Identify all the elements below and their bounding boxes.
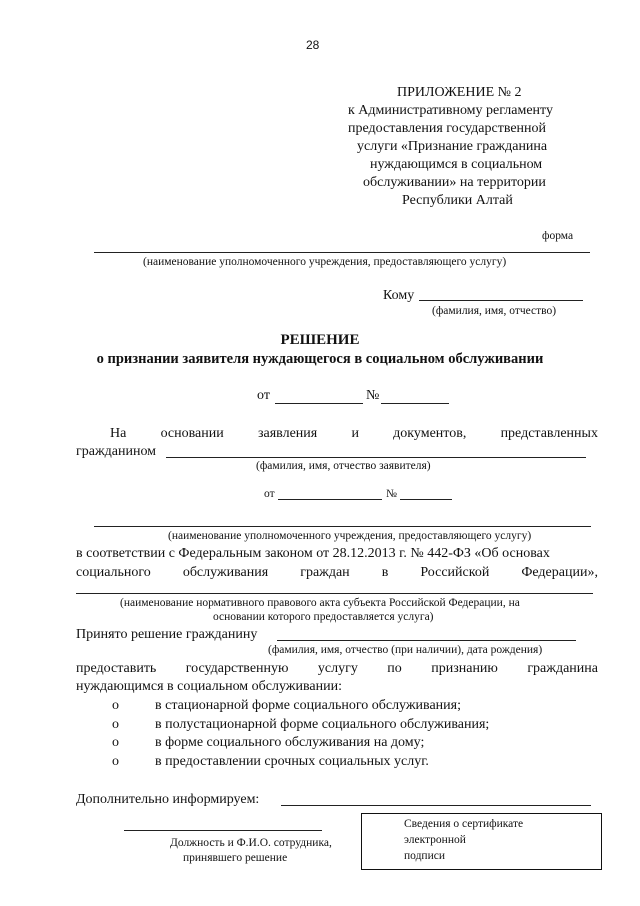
to-label: Кому xyxy=(383,288,415,303)
cert-line: Сведения о сертификате xyxy=(404,818,524,830)
page-number: 28 xyxy=(306,38,320,52)
provide-word: по xyxy=(387,661,402,676)
signer-line[interactable] xyxy=(124,830,322,831)
option-marker[interactable]: o xyxy=(112,754,119,769)
cert-line: электронной xyxy=(404,834,466,846)
act-caption-2: основании которого предоставляется услуга) xyxy=(213,611,434,623)
applicant-caption: (фамилия, имя, отчество заявителя) xyxy=(256,460,431,472)
act-caption-1: (наименование нормативного правового акта субъекта Российской Федерации, на xyxy=(120,597,520,609)
law-word: Федерации», xyxy=(521,565,598,580)
provide-line xyxy=(76,662,598,676)
appendix-line: к Административному регламенту xyxy=(348,103,553,118)
basis-word: заявления xyxy=(257,426,318,441)
provide-word: государственную xyxy=(185,661,289,676)
option-label: в стационарной форме социального обслуживания; xyxy=(155,698,461,713)
org-caption-2: (наименование уполномоченного учреждения, предоставляющего услугу) xyxy=(168,530,532,542)
basis-word: документов, xyxy=(393,426,467,441)
provide-word: признанию xyxy=(431,661,498,676)
application-number-line[interactable] xyxy=(400,499,452,500)
recipient-line[interactable] xyxy=(419,300,583,301)
certificate-box xyxy=(361,813,602,870)
provide-word: предоставить xyxy=(76,661,157,676)
law-word: социального xyxy=(76,565,151,580)
law-word: обслуживания xyxy=(182,565,269,580)
basis-word: основании xyxy=(160,426,224,441)
applicant-name-line[interactable] xyxy=(166,457,586,458)
org-caption: (наименование уполномоченного учреждения, предоставляющего услугу) xyxy=(143,256,507,268)
basis-word: и xyxy=(351,426,359,441)
date-from-label: от xyxy=(257,388,270,403)
basis-line-2: гражданином xyxy=(76,444,157,459)
appendix-line: услуги «Признание гражданина xyxy=(357,139,548,154)
appendix-line: нуждающимся в социальном xyxy=(370,157,543,172)
basis-word: На xyxy=(110,426,127,441)
basis-line xyxy=(110,427,598,441)
basis-word: представленных xyxy=(500,426,598,441)
decision-number-line[interactable] xyxy=(381,403,449,404)
decision-date-line[interactable] xyxy=(275,403,363,404)
form-label: форма xyxy=(542,230,574,242)
law-line-1: в соответствии с Федеральным законом от 28.12.2013 г. № 442-ФЗ «Об основах xyxy=(76,546,550,561)
regional-act-line[interactable] xyxy=(76,593,593,594)
decision-label: Принято решение гражданину xyxy=(76,627,258,642)
org-name-line[interactable] xyxy=(94,252,590,253)
application-date-line[interactable] xyxy=(278,499,382,500)
cert-line: подписи xyxy=(404,850,445,862)
law-line-2 xyxy=(76,566,598,580)
appendix-title: ПРИЛОЖЕНИЕ № 2 xyxy=(397,85,522,100)
provide-line-2: нуждающимся в социальном обслуживании: xyxy=(76,679,342,694)
signer-caption-2: принявшего решение xyxy=(183,852,288,864)
provide-word: гражданина xyxy=(527,661,598,676)
decision-subtitle: о признании заявителя нуждающегося в социальном обслуживании xyxy=(96,351,544,367)
date-from-label-2: от xyxy=(264,488,275,500)
number-label-2: № xyxy=(386,488,397,500)
option-marker[interactable]: o xyxy=(112,717,119,732)
option-marker[interactable]: o xyxy=(112,735,119,750)
option-label: в предоставлении срочных социальных услуг. xyxy=(155,754,429,769)
citizen-caption: (фамилия, имя, отчество (при наличии), дата рождения) xyxy=(268,644,543,656)
provide-word: услугу xyxy=(317,661,358,676)
signer-caption-1: Должность и Ф.И.О. сотрудника, xyxy=(170,837,332,849)
org-name-line-2[interactable] xyxy=(94,526,591,527)
citizen-name-line[interactable] xyxy=(277,640,576,641)
additional-info-line[interactable] xyxy=(281,805,591,806)
appendix-line: предоставления государственной xyxy=(348,121,547,136)
appendix-line: обслуживании» на территории xyxy=(363,175,546,190)
additional-label: Дополнительно информируем: xyxy=(76,792,260,807)
law-word: в xyxy=(381,565,389,580)
to-caption: (фамилия, имя, отчество) xyxy=(432,305,557,317)
law-word: Российской xyxy=(420,565,490,580)
appendix-line: Республики Алтай xyxy=(402,193,513,208)
decision-title: РЕШЕНИЕ xyxy=(280,332,360,348)
option-label: в полустационарной форме социального обслуживания; xyxy=(155,717,490,732)
number-label: № xyxy=(366,388,380,403)
option-label: в форме социального обслуживания на дому; xyxy=(155,735,425,750)
option-marker[interactable]: o xyxy=(112,698,119,713)
law-word: граждан xyxy=(300,565,350,580)
